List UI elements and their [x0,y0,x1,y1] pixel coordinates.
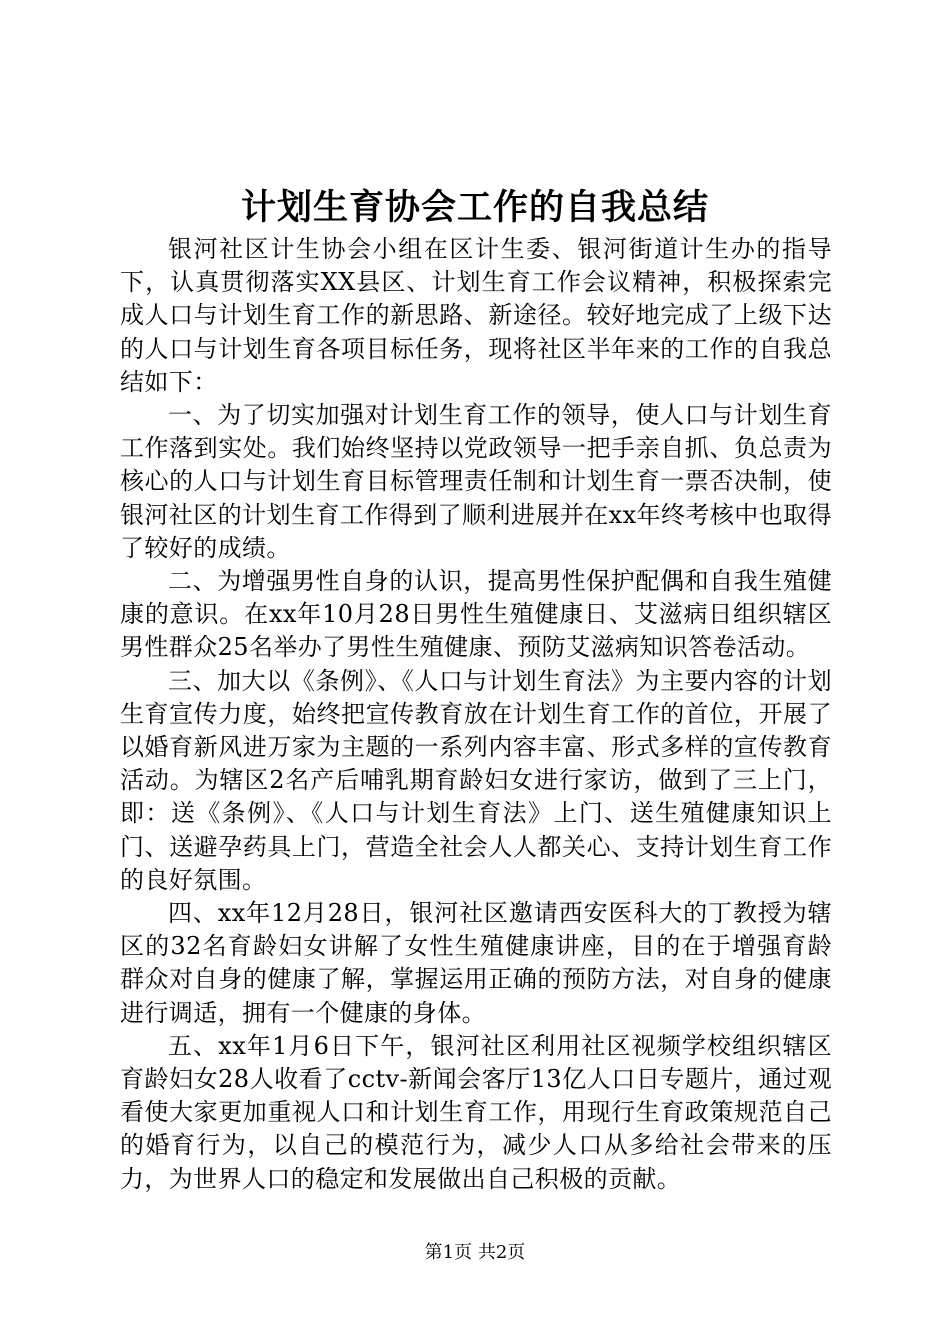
page-footer: 第1页 共2页 [424,1242,526,1263]
paragraph-1: 一、为了切实加强对计划生育工作的领导，使人口与计划生育工作落到实处。我们始终坚持以党政领导一把手亲自抓、负总责为核心的人口与计划生育目标管理责任制和计划生育一票否决制，使银河社区的计划生育工作得到了顺利进展并在xx年终考核中也取得了较好的成绩。 [120,401,832,562]
document-body [120,233,832,1196]
paragraph-intro: 银河社区计生协会小组在区计生委、银河街道计生办的指导下，认真贯彻落实XX县区、计划生育工作会议精神，积极探索完成人口与计划生育工作的新思路、新途径。较好地完成了上级下达的人口与计划生育各项目标任务，现将社区半年来的工作的自我总结如下： [120,235,832,396]
paragraph-3: 三、加大以《条例》、《人口与计划生育法》为主要内容的计划生育宣传力度，始终把宣传教育放在计划生育工作的首位，开展了以婚育新风进万家为主题的一系列内容丰富、形式多样的宣传教育活动。为辖区2名产后哺乳期育龄妇女进行家访，做到了三上门，即：送《条例》、《人口与计划生育法》上门、送生殖健康知识上门、送避孕药具上门，营造全社会人人都关心、支持计划生育工作的良好氛围。 [120,666,832,894]
document-title: 计划生育协会工作的自我总结 [240,187,709,228]
paragraph-2: 二、为增强男性自身的认识，提高男性保护配偶和自我生殖健康的意识。在xx年10月28日男性生殖健康日、艾滋病日组织辖区男性群众25名举办了男性生殖健康、预防艾滋病知识答卷活动。 [120,567,832,662]
paragraph-4: 四、xx年12月28日，银河社区邀请西安医科大的丁教授为辖区的32名育龄妇女讲解了女性生殖健康讲座，目的在于增强育龄群众对自身的健康了解，掌握运用正确的预防方法，对自身的健康进行调适，拥有一个健康的身体。 [120,899,832,1027]
paragraph-5: 五、xx年1月6日下午，银河社区利用社区视频学校组织辖区育龄妇女28人收看了cctv-新闻会客厅13亿人口日专题片，通过观看使大家更加重视人口和计划生育工作，用现行生育政策规范自己的婚育行为，以自己的模范行为，减少人口从多给社会带来的压力，为世界人口的稳定和发展做出自己积极的贡献。 [120,1031,832,1193]
